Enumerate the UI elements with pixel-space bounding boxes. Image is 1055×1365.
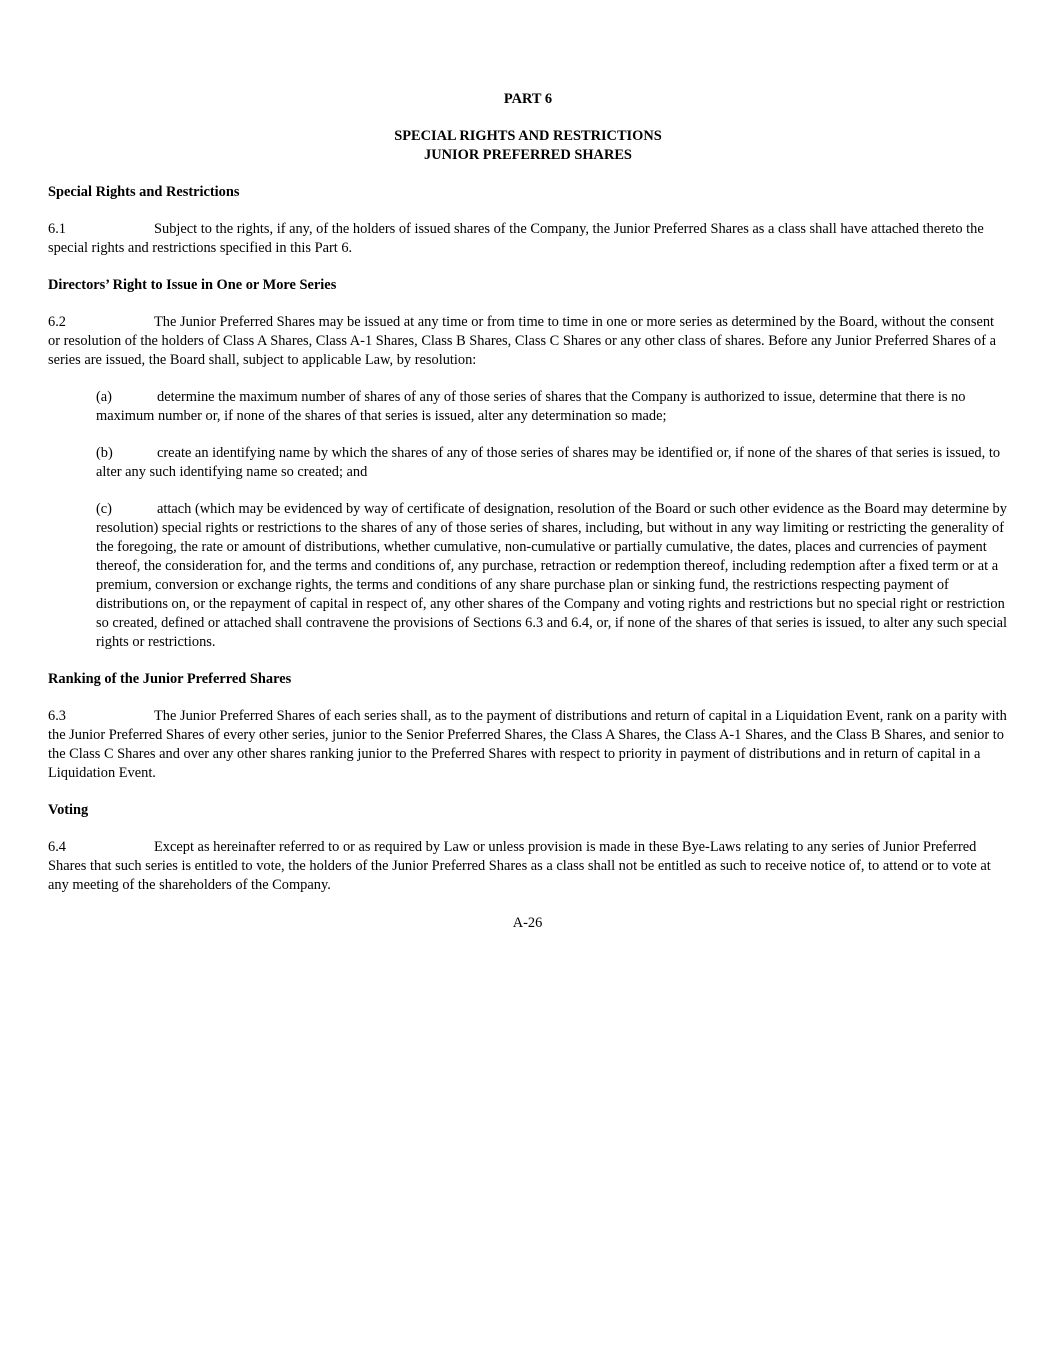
part-title: PART 6 [503,91,553,107]
paragraph-text: The Junior Preferred Shares may be issued at any time or from time to time in one or more series as determined by the Board, without the consent or resolution of the holders of Class A Shares, Class A-1 Shares, Class B Shares, Class C Shares or any other class of shares. Before any Junior Preferred Shares of a series are issued, the Board shall, subject to applicable Law, by resolution: [48,314,997,368]
paragraph-6-2 [48,313,1008,370]
paragraph-text: Except as hereinafter referred to or as required by Law or unless provision is made in these Bye-Laws relating to any series of Junior Preferred Shares that such series is entitled to vote, the holders of the Junior Preferred Shares as a class shall not be entitled as such to receive notice of, to attend or to vote at any meeting of the shareholders of the Company. [48,839,991,893]
section-heading-special-rights: Special Rights and Restrictions [48,184,240,200]
sub-item-letter: (c) [96,501,112,517]
sub-item-letter: (b) [96,445,113,461]
sub-item-b [96,444,1008,482]
paragraph-number: 6.4 [48,839,66,855]
paragraph-text: Subject to the rights, if any, of the holders of issued shares of the Company, the Junior Preferred Shares as a class shall have attached thereto the special rights and restrictions specified in this Part 6. [48,221,984,256]
section-heading-directors-right: Directors’ Right to Issue in One or More Series [48,277,337,293]
title-line-2: JUNIOR PREFERRED SHARES [424,147,632,163]
section-heading-voting: Voting [48,802,89,818]
document-body [48,90,1008,913]
sub-item-a [96,388,1008,426]
sub-item-letter: (a) [96,389,112,405]
title-line-1: SPECIAL RIGHTS AND RESTRICTIONS [394,128,662,144]
sub-item-text: create an identifying name by which the shares of any of those series of shares may be identified or, if none of the shares of that series is issued, to alter any such identifying name so created; and [96,445,1001,480]
paragraph-6-3 [48,707,1008,783]
paragraph-6-1 [48,220,1008,258]
paragraph-text: The Junior Preferred Shares of each series shall, as to the payment of distributions and return of capital in a Liquidation Event, rank on a parity with the Junior Preferred Shares of every other series, junior to the Senior Preferred Shares, the Class A Shares, the Class A-1 Shares, and the Class B Shares, and senior to the Class C Shares and over any other shares ranking junior to the Preferred Shares with respect to priority in payment of distributions and in return of capital in a Liquidation Event. [48,708,1007,781]
paragraph-6-4 [48,838,1008,895]
sub-item-text: attach (which may be evidenced by way of certificate of designation, resolution of the Board or such other evidence as the Board may determine by resolution) special rights or restrictions to the shares of any of those series of shares, including, but without in any way limiting or restricting the generality of the foregoing, the rate or amount of distributions, whether cumulative, non-cumulative or partially cumulative, the dates, places and currencies of payment thereof, the consideration for, and the terms and conditions of, any purchase, retraction or redemption thereof, including redemption after a fixed term or at a premium, conversion or exchange rights, the terms and conditions of any share purchase plan or sinking fund, the restrictions respecting payment of distributions on, or the repayment of capital in respect of, any other shares of the Company and voting rights and restrictions but no special right or restriction so created, defined or attached shall contravene the provisions of Sections 6.3 and 6.4, or, if none of the shares of that series is issued, to alter any such special rights or restrictions. [96,501,1007,650]
sub-item-c [96,500,1008,652]
paragraph-number: 6.2 [48,314,66,330]
sub-item-text: determine the maximum number of shares of any of those series of shares that the Company is authorized to issue, determine that there is no maximum number or, if none of the shares of that series is issued, alter any determination so made; [96,389,966,424]
document-title [48,127,1008,165]
section-heading-ranking: Ranking of the Junior Preferred Shares [48,671,292,687]
paragraph-number: 6.1 [48,221,66,237]
page-number: A-26 [512,915,543,931]
paragraph-number: 6.3 [48,708,66,724]
